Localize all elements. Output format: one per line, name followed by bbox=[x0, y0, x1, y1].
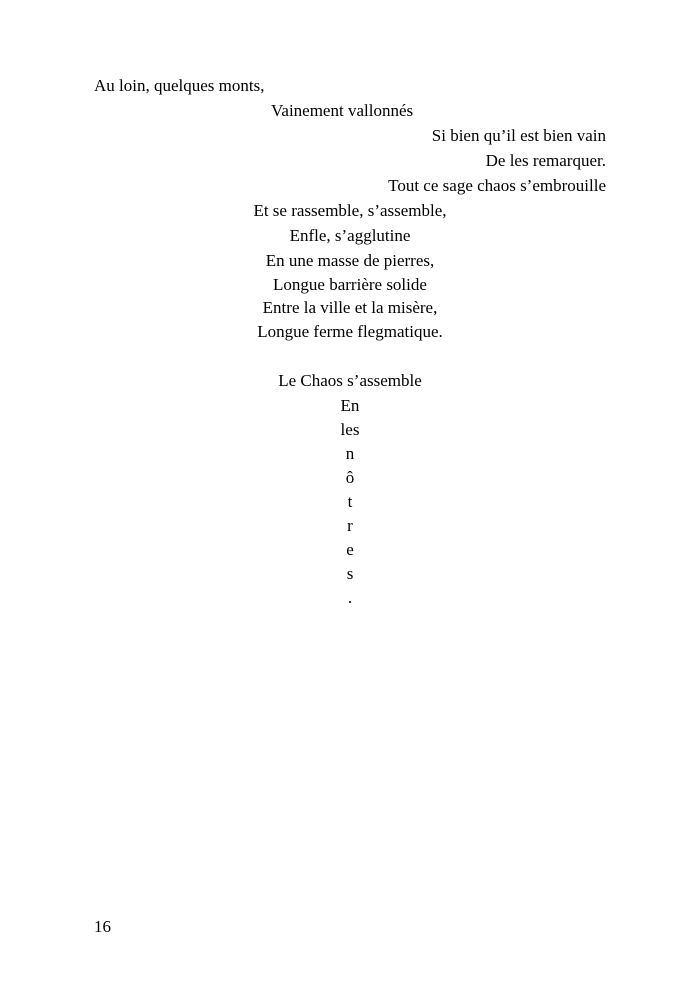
poem-line-12: Le Chaos s’assemble bbox=[278, 371, 422, 390]
poem-line-8: En une masse de pierres, bbox=[265, 251, 435, 270]
poem-line-11: Longue ferme flegmatique. bbox=[257, 322, 443, 341]
poem-line-6: Et se rassemble, s’assemble, bbox=[253, 201, 447, 220]
poem-line-1: Au loin, quelques monts, bbox=[94, 76, 265, 95]
poem-line-21: . bbox=[347, 588, 353, 607]
poem-line-16: ô bbox=[345, 468, 355, 487]
poem-line-2: Vainement vallonnés bbox=[271, 101, 414, 120]
poem-line-17: t bbox=[347, 492, 353, 511]
poem-line-18: r bbox=[347, 516, 353, 535]
poem-line-13: En bbox=[340, 396, 360, 415]
poem-line-15: n bbox=[345, 444, 355, 463]
poem-line-10: Entre la ville et la misère, bbox=[262, 298, 438, 317]
poem-line-5: Tout ce sage chaos s’embrouille bbox=[388, 176, 606, 195]
poem-line-19: e bbox=[346, 540, 354, 559]
poem-line-14: les bbox=[340, 420, 360, 439]
poem-line-7: Enfle, s’agglutine bbox=[289, 226, 411, 245]
poem-line-9: Longue barrière solide bbox=[273, 275, 427, 294]
poem-line-20: s bbox=[346, 564, 354, 583]
page-number: 16 bbox=[94, 917, 111, 936]
poem-line-4: De les remarquer. bbox=[485, 151, 606, 170]
poem-line-3: Si bien qu’il est bien vain bbox=[431, 126, 606, 145]
